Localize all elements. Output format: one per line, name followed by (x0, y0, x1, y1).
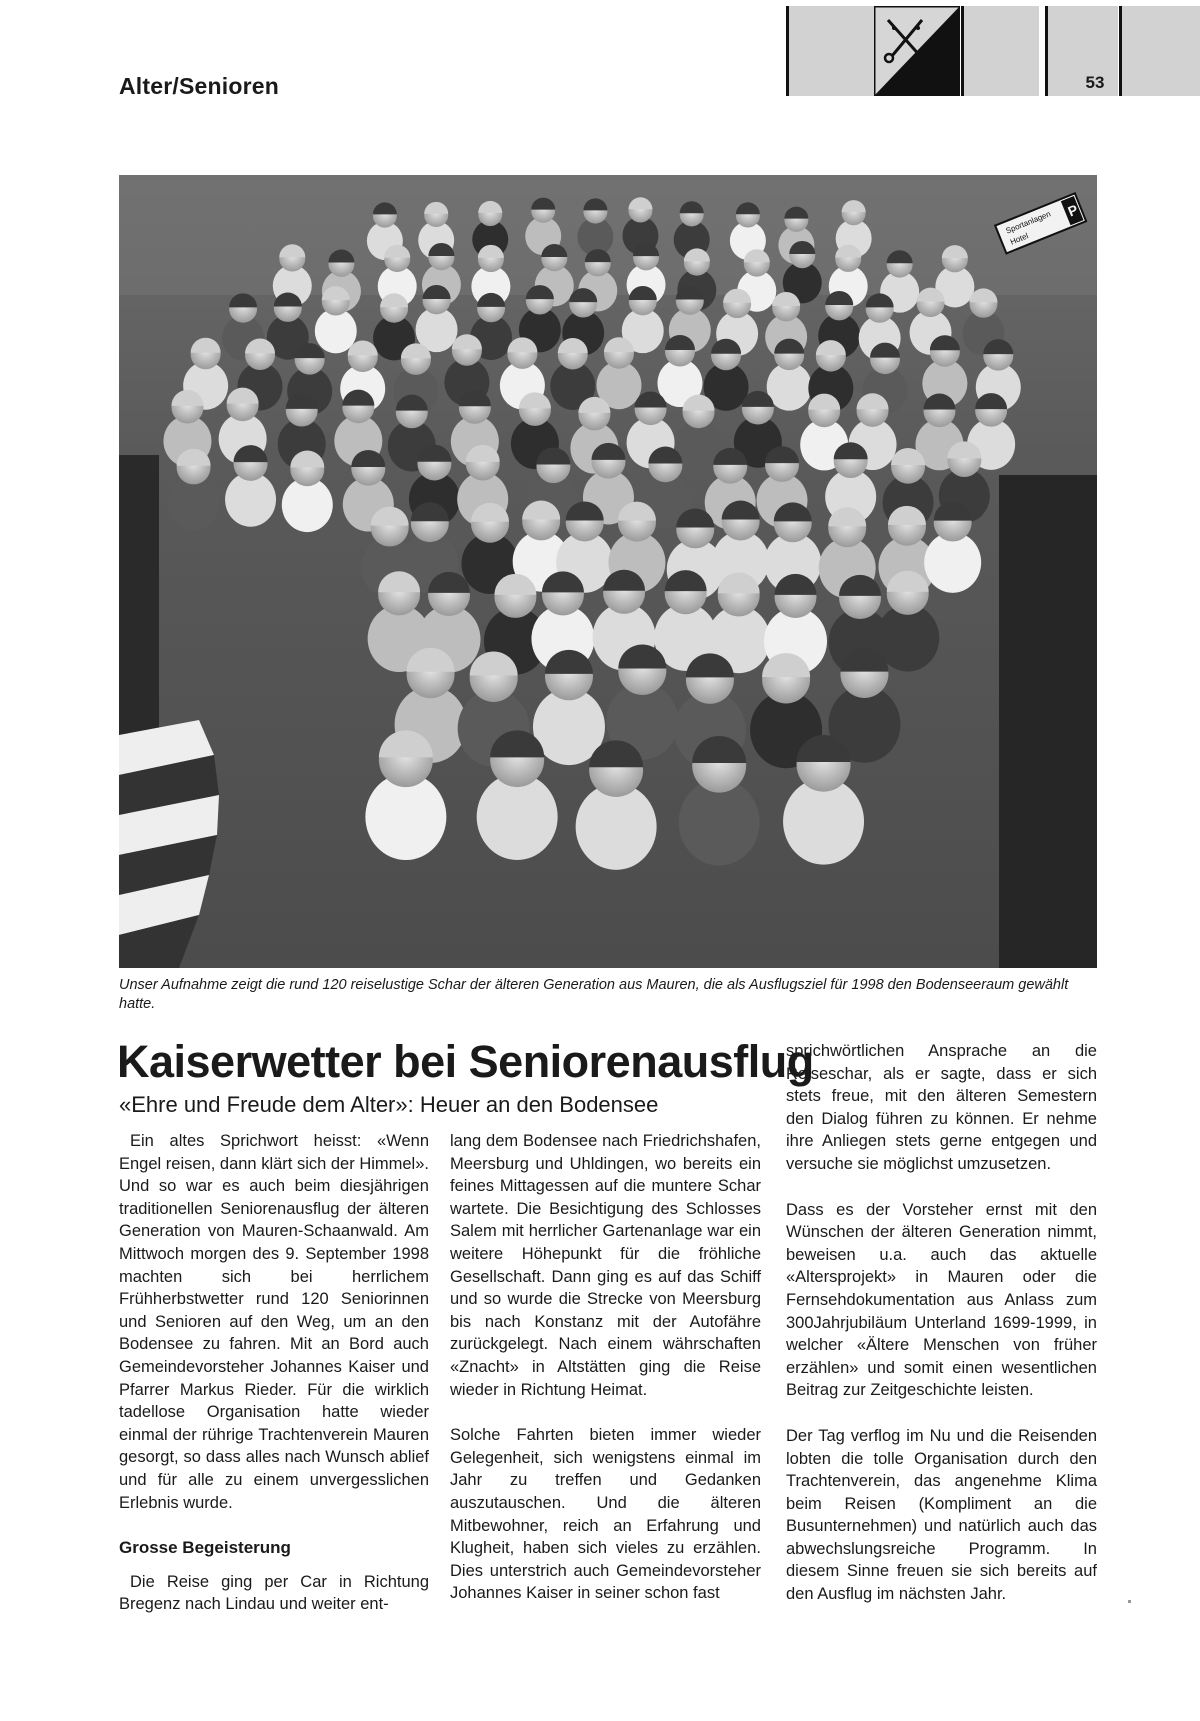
page-number: 53 (1085, 73, 1105, 92)
article-paragraph: Solche Fahrten bieten immer wieder Gelegenheit, sich wenigstens einmal im Jahr zu treffen und Gedanken auszutauschen. Und die älteren Mitbewohner, reich an Erfahrung und Klugheit, haben sich vieles zu erzählen. Dies unterstrich auch Gemeindevorsteher Johannes Kaiser in seiner schon fast (450, 1426, 761, 1603)
scan-mark (1128, 1600, 1131, 1603)
header-strip (786, 0, 1200, 97)
crossed-keys-crest-icon (874, 6, 960, 96)
article-subheading: Grosse Begeisterung (119, 1538, 291, 1558)
article-column-2 (450, 1130, 761, 1605)
article-headline: Kaiserwetter bei Seniorenausflug (117, 1036, 814, 1087)
article-paragraph: Ein altes Sprichwort heisst: «Wenn Engel reisen, dann klärt sich der Himmel». Und so war es auch beim diesjährigen traditionellen Seniorenausflug der älteren Generation von Mauren-Schaanwald. Am Mittwoch morgen des 9. September 1998 machten sich bei herrlichem Frühherbstwetter rund 120 Seniorinnen und Senioren auf den Weg, um an den Bodensee zu fahren. Mit an Bord auch Gemeindevorsteher Johannes Kaiser und Pfarrer Markus Rieder. Für die wirklich tadellose Organisation hatte wieder einmal der rührige Trachtenverein Mauren gesorgt, so dass alles nach Wunsch ablief und für alle zu einem unvergesslichen Erlebnis wurde. (119, 1132, 429, 1512)
parking-sign-label: P (1065, 201, 1081, 220)
article-column-1 (119, 1130, 429, 1616)
article-paragraph: sprichwörtlichen Ansprache an die Reiseschar, als er sagte, dass er sich stets freue, mit den älteren Semestern den Dialog führen zu können. Er nehme ihre Anliegen stets gerne entgegen und versuche sie möglichst umzusetzen. (786, 1042, 1097, 1173)
article-paragraph: Der Tag verflog im Nu und die Reisenden lobten die tolle Organisation durch den Trachtenverein, das angenehme Klima beim Reisen (Kompliment an die Busunternehmen) und natürlich auch das abwechslungsreiche Programm. In diesem Sinne freuen sie sich bereits auf den Ausflug im nächsten Jahr. (786, 1426, 1097, 1604)
article-column-3 (786, 1040, 1097, 1606)
group-photo (119, 175, 1097, 968)
article-paragraph: Dass es der Vorsteher ernst mit den Wünschen der älteren Generation nimmt, beweisen u.a. auch das aktuelle «Altersprojekt» in Mauren oder die Fernsehdokumentation aus Anlass zum 300Jahrjubiläum Unterland 1699-1999, in welcher «Ältere Menschen von früher erzählen» und somit einen wesentlichen Beitrag zur Zeitgeschichte leisten. (786, 1200, 1097, 1400)
header-strip-cell (961, 6, 1039, 96)
article-paragraph: Die Reise ging per Car in Richtung Bregenz nach Lindau und weiter ent- (119, 1572, 429, 1614)
photo-caption: Unser Aufnahme zeigt die rund 120 reiselustige Schar der älteren Generation aus Mauren, die als Ausflugsziel für 1998 den Bodenseeraum gewählt hatte. (119, 977, 1069, 1012)
header-strip-cell (786, 6, 874, 96)
header-strip-cell (1119, 6, 1200, 96)
group-photo-illustration (119, 175, 1097, 968)
section-title: Alter/Senioren (119, 73, 280, 99)
article-paragraph: lang dem Bodensee nach Friedrichshafen, Meersburg und Uhldingen, wo bereits ein feines Mittagessen auf die muntere Schar wartete. Die Besichtigung des Schlosses Salem mit herrlicher Gartenanlage war ein weitere Höhepunkt für die fröhliche Gesellschaft. Dann ging es auf das Schiff und so wurde die Strecke von Meersburg bis nach Konstanz mit der Autofähre zurückgelegt. Nach einem währschaften «Znacht» in Altstätten ging die Reise wieder in Richtung Heimat. (450, 1132, 761, 1399)
sign-text-1: Sportanlagen (1004, 209, 1052, 236)
sign-text-2: Hotel (1008, 231, 1030, 247)
article-subheadline: «Ehre und Freude dem Alter»: Heuer an den Bodensee (119, 1092, 659, 1117)
